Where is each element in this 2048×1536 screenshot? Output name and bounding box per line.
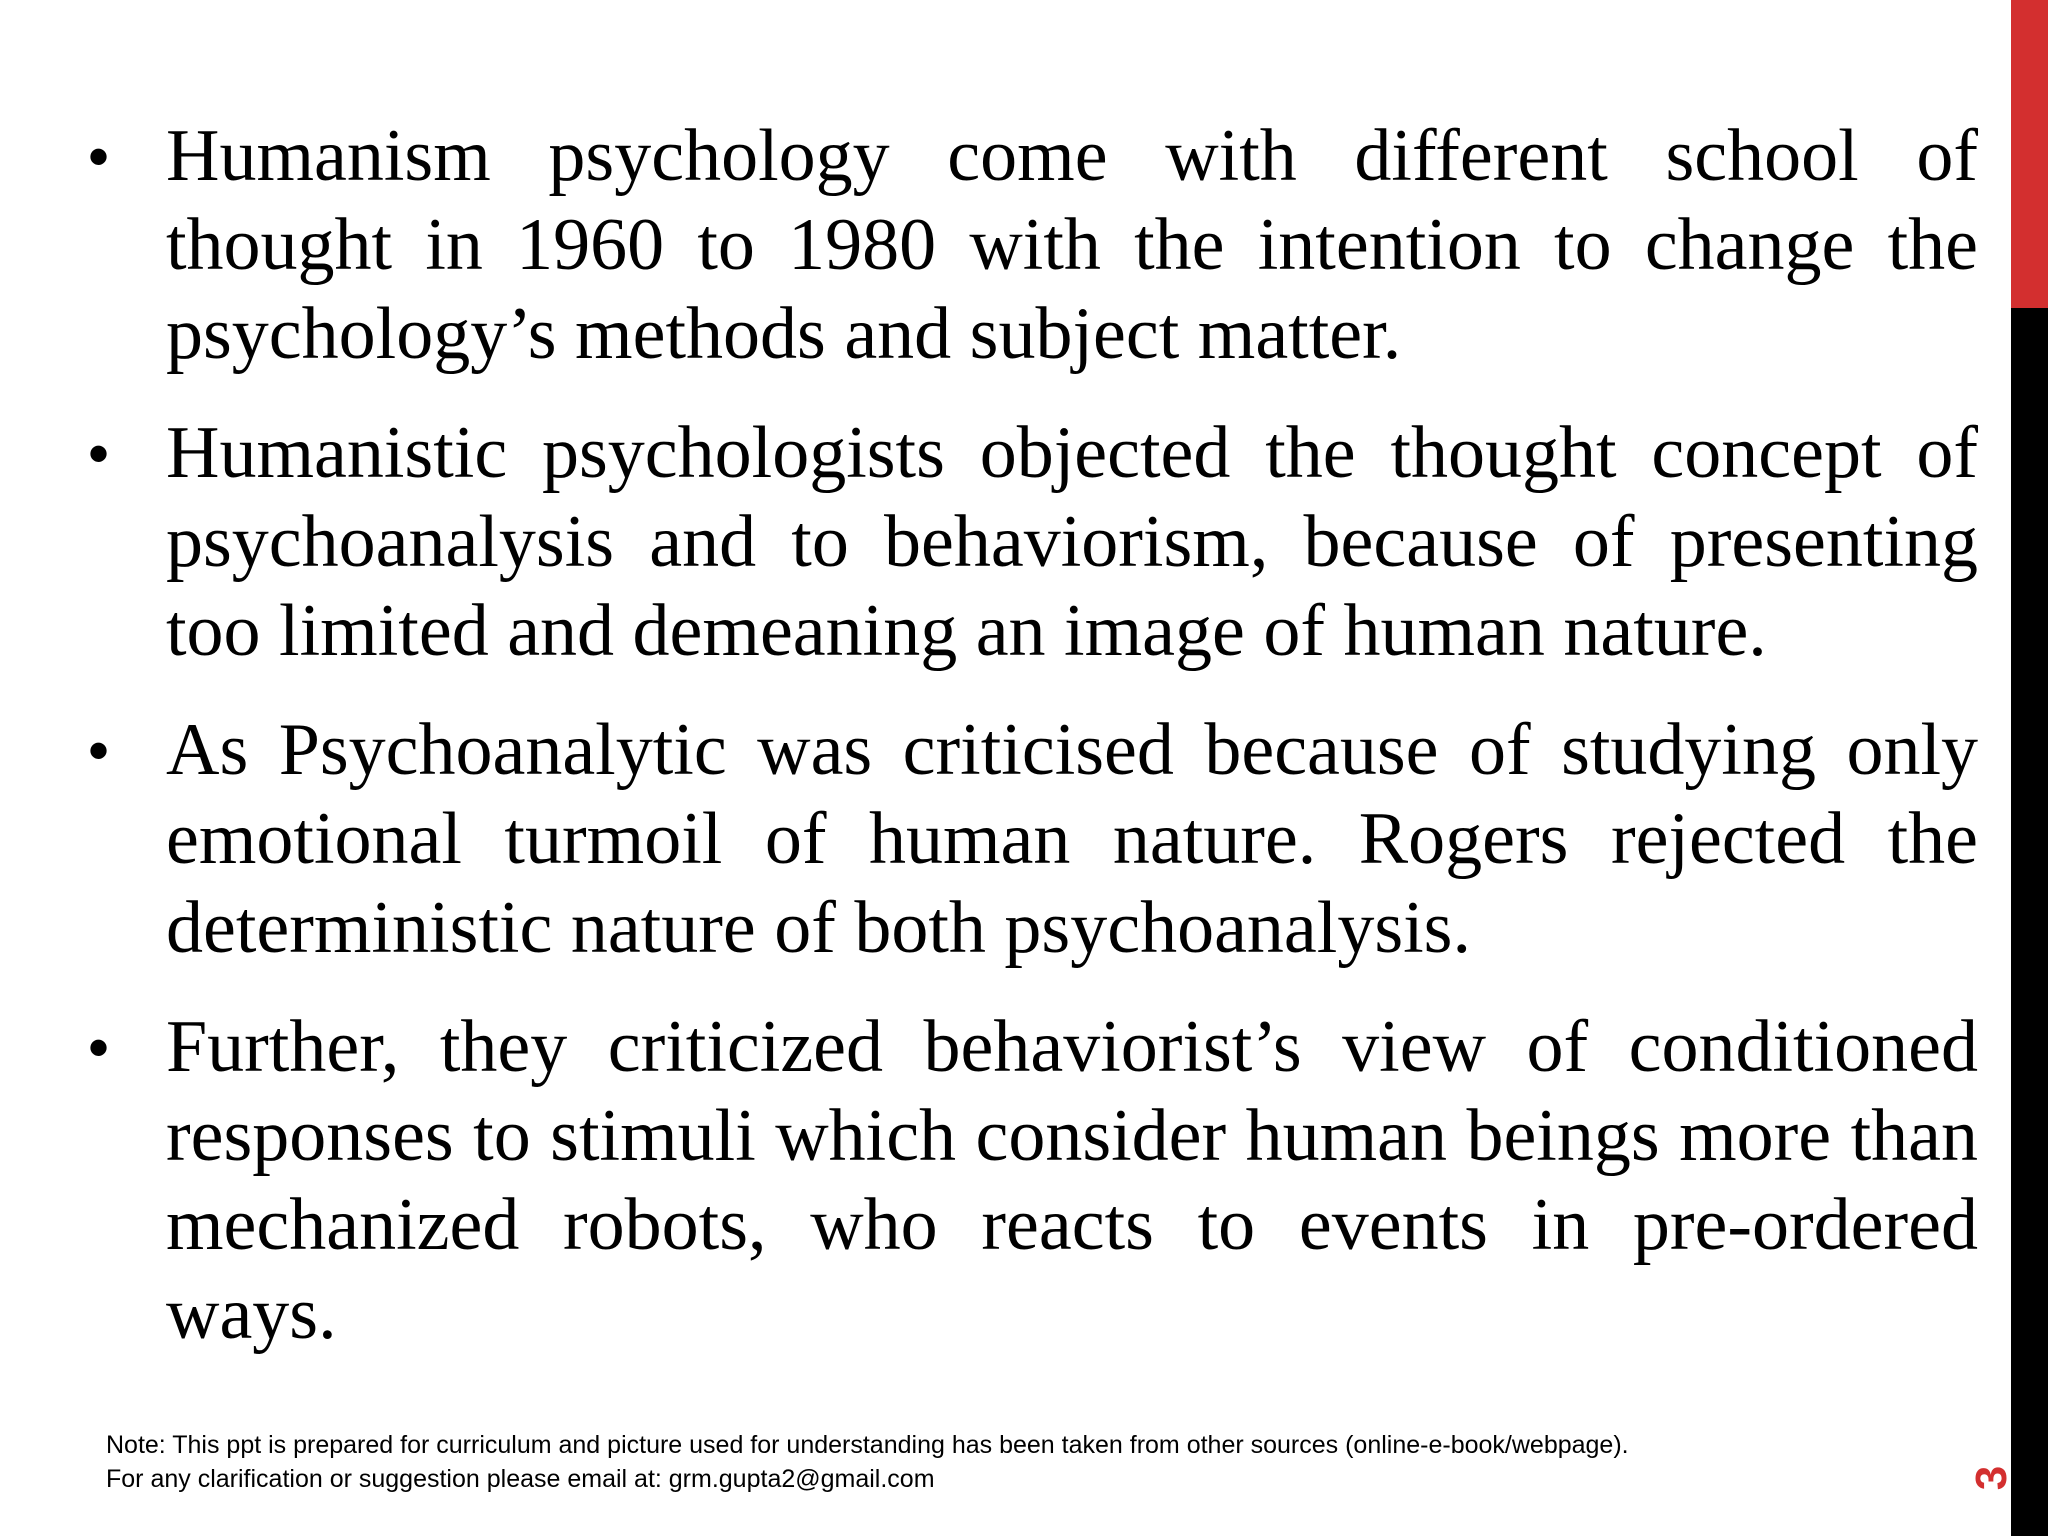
bullet-text: As Psychoanalytic was criticised because of studying only emotional turmoil of human nature. Rogers rejected the deterministic nature of both psychoanalysis.	[166, 709, 1978, 969]
footer-note-line: Note: This ppt is prepared for curriculum and picture used for understanding has been taken from other sources (online-e-book/webpage).	[106, 1431, 1629, 1459]
footer-note	[106, 1428, 1966, 1496]
bullet-text: Humanistic psychologists objected the thought concept of psychoanalysis and to behaviorism, because of presenting too limited and demeaning an image of human nature.	[166, 412, 1978, 672]
bullet-text: Further, they criticized behaviorist’s view of conditioned responses to stimuli which consider human beings more than mechanized robots, who reacts to events in pre-ordered ways.	[166, 1006, 1978, 1355]
side-accent-bar-black	[2011, 308, 2048, 1536]
bullet-item	[88, 1003, 1978, 1359]
footer-contact-line: For any clarification or suggestion please email at: grm.gupta2@gmail.com	[106, 1465, 935, 1493]
bullet-icon: •	[88, 1014, 110, 1081]
bullet-list	[88, 112, 1978, 1359]
bullet-icon: •	[88, 123, 110, 190]
page-number: 3	[1967, 1465, 2016, 1491]
slide-content	[88, 112, 1978, 1389]
bullet-item	[88, 706, 1978, 973]
bullet-item	[88, 409, 1978, 676]
side-accent-bar-red	[2011, 0, 2048, 308]
bullet-text: Humanism psychology come with different school of thought in 1960 to 1980 with the intention to change the psychology’s methods and subject matter.	[166, 115, 1978, 375]
bullet-icon: •	[88, 420, 110, 487]
bullet-item	[88, 112, 1978, 379]
bullet-icon: •	[88, 717, 110, 784]
